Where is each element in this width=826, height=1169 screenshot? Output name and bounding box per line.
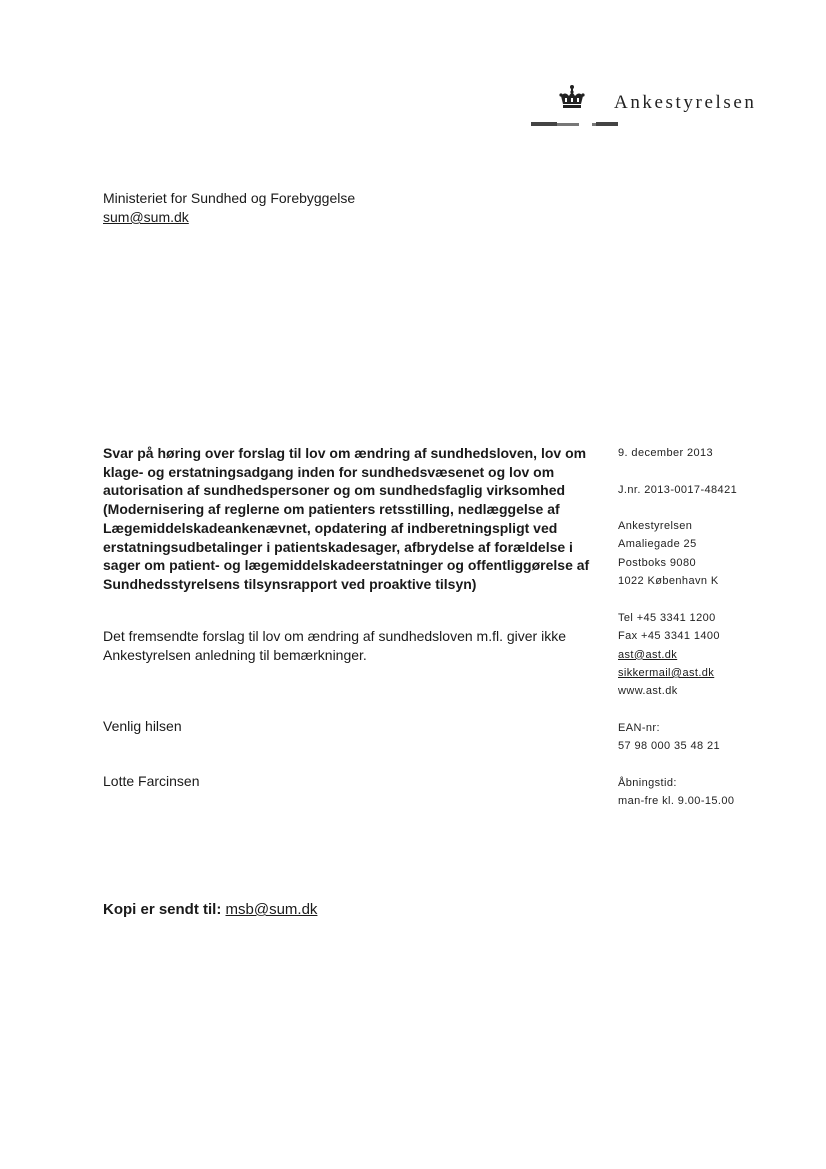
logo-bar-left bbox=[531, 122, 557, 126]
ean-label: EAN-nr: bbox=[618, 722, 660, 734]
subject-heading: Svar på høring over forslag til lov om ændring af sundhedsloven, lov om klage- og erstatningsadgang inden for sundhedsvæsenet og lov om autorisation af sundhedspersoner og om sundhedsfaglig virksomhed (Modernisering af reglerne om patienters retsstilling, nedlæggelse af Lægemiddelskadeankenævnet, opdatering af indberetningspligt ved erstatningsudbetalinger i patientskadesager, afbrydelse af forældelse i sager om patient- og lægemiddelskadeerstatninger og offentliggørelse af Sundhedsstyrelsens tilsynsrapport ved proaktive tilsyn) bbox=[103, 445, 590, 592]
recipient-email-link[interactable]: sum@sum.dk bbox=[103, 209, 189, 225]
copy-label: Kopi er sendt til: bbox=[103, 901, 222, 918]
journal-number: J.nr. 2013-0017-48421 bbox=[618, 484, 738, 496]
greeting: Venlig hilsen bbox=[103, 718, 182, 734]
ean-number: 57 98 000 35 48 21 bbox=[618, 740, 721, 753]
sidebar-address bbox=[618, 517, 719, 590]
phone-number: Tel +45 3341 1200 bbox=[618, 612, 716, 624]
logo-bar-right bbox=[596, 122, 618, 126]
recipient-block bbox=[103, 189, 355, 227]
hours-label: Åbningstid: bbox=[618, 777, 677, 789]
address-line: 1022 København K bbox=[618, 574, 719, 587]
logo-text: Ankestyrelsen bbox=[614, 92, 757, 113]
sidebar-contact bbox=[618, 609, 720, 700]
sidebar-hours bbox=[618, 774, 734, 811]
agency-email-link[interactable]: ast@ast.dk bbox=[618, 648, 678, 661]
secure-email-link[interactable]: sikkermail@ast.dk bbox=[618, 666, 715, 679]
opening-hours: man-fre kl. 9.00-15.00 bbox=[618, 795, 735, 808]
sidebar-journal bbox=[618, 481, 737, 499]
recipient-name: Ministeriet for Sundhed og Forebyggelse bbox=[103, 190, 356, 206]
crown-icon bbox=[558, 84, 586, 112]
agency-logo bbox=[528, 84, 818, 134]
fax-number: Fax +45 3341 1400 bbox=[618, 630, 720, 643]
signature-name: Lotte Farcinsen bbox=[103, 773, 200, 789]
copy-notice bbox=[103, 901, 317, 918]
website-link[interactable]: www.ast.dk bbox=[618, 685, 678, 698]
address-line: Ankestyrelsen bbox=[618, 520, 693, 532]
sidebar-date bbox=[618, 444, 713, 462]
copy-email-link[interactable]: msb@sum.dk bbox=[225, 901, 318, 918]
address-line: Postboks 9080 bbox=[618, 556, 696, 569]
logo-bar-left-fade bbox=[557, 123, 579, 126]
address-line: Amaliegade 25 bbox=[618, 538, 697, 551]
sidebar-ean bbox=[618, 719, 720, 756]
letter-date: 9. december 2013 bbox=[618, 447, 714, 459]
body-paragraph: Det fremsendte forslag til lov om ændring af sundhedsloven m.fl. giver ikke Ankestyrelsen anledning til bemærkninger. bbox=[103, 628, 566, 663]
